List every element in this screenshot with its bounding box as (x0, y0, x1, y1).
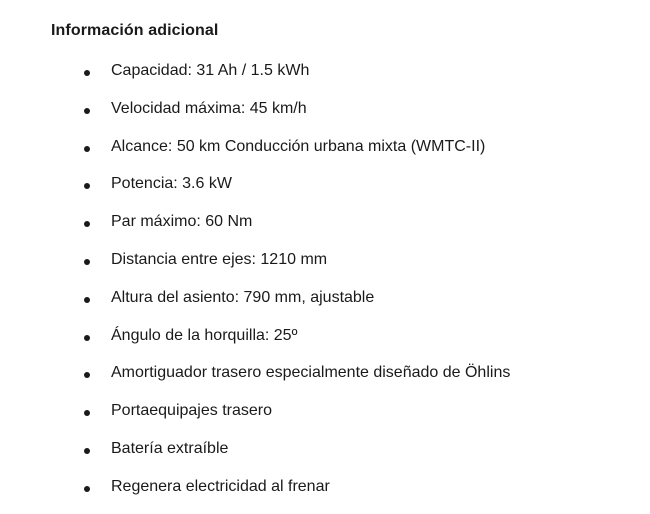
list-item (0, 60, 650, 98)
list-item-text: Potencia: 3.6 kW (111, 175, 232, 193)
list-item (0, 211, 650, 249)
list-item (0, 362, 650, 400)
list-item (0, 249, 650, 287)
list-item (0, 438, 650, 476)
list-item-text: Ángulo de la horquilla: 25º (111, 326, 298, 344)
bullet-icon (84, 410, 90, 416)
list-item (0, 325, 650, 363)
bullet-icon (84, 183, 90, 189)
bullet-icon (84, 486, 90, 492)
list-item-text: Distancia entre ejes: 1210 mm (111, 250, 328, 268)
list-item-text: Par máximo: 60 Nm (111, 213, 253, 231)
list-item (0, 136, 650, 174)
bullet-icon (84, 259, 90, 265)
bullet-icon (84, 297, 90, 303)
bullet-icon (84, 221, 90, 227)
list-item-text: Capacidad: 31 Ah / 1.5 kWh (111, 62, 310, 79)
bullet-icon (84, 108, 90, 114)
bullet-icon (84, 448, 90, 454)
bullet-icon (84, 335, 90, 341)
list-item-text: Amortiguador trasero especialmente diseñado de Öhlins (111, 364, 511, 382)
bullet-icon (84, 70, 90, 76)
list-item-text: Altura del asiento: 790 mm, ajustable (111, 288, 375, 306)
bullet-icon (84, 372, 90, 378)
list-item-text: Portaequipajes trasero (111, 402, 272, 420)
list-item (0, 173, 650, 211)
list-item (0, 476, 650, 514)
spec-list (0, 60, 650, 514)
list-item (0, 98, 650, 136)
list-item-text: Regenera electricidad al frenar (111, 477, 330, 495)
list-item-text: Alcance: 50 km Conducción urbana mixta (WMTC-II) (111, 137, 486, 155)
list-item-text: Batería extraíble (111, 439, 229, 457)
section-heading: Información adicional (51, 22, 219, 39)
list-item (0, 400, 650, 438)
bullet-icon (84, 146, 90, 152)
list-item-text: Velocidad máxima: 45 km/h (111, 99, 307, 117)
list-item (0, 287, 650, 325)
